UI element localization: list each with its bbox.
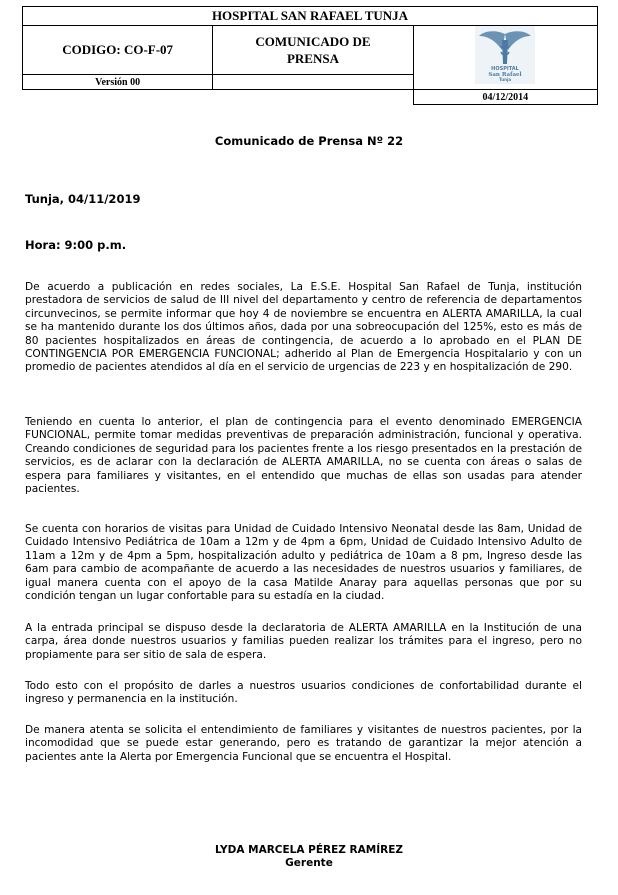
- paragraph-3: Se cuenta con horarios de visitas para Unidad de Cuidado Intensivo Neonatal desde las 8am, Unidad de Cuidado Intensivo Pediátrica de 10am a 12m y de 4pm a 6pm, Unidad de Cuidado Intensivo Adulto de 11am a 12m y de 4pm a 5pm, hospitalización adulto y pediátrica de 10am a 8 pm, Ingreso desde las 6am para cambio de acompañante de acuerdo a las necesidades de nuestros usuarios y familiares, de igual manera cuenta con el apoyo de la casa Matilde Anaray para aquellas personas que por su condición tengan un lugar confortable para su estadía en la ciudad.: [25, 523, 582, 603]
- header-empty-cell: [213, 75, 413, 90]
- header-code: CODIGO: CO-F-07: [23, 26, 213, 75]
- paragraph-4: A la entrada principal se dispuso desde la declaratoria de ALERTA AMARILLA en la Institución de una carpa, área donde nuestros usuarios y familias pueden realizar los trámites para el ingreso, pero no propiamente para ser sitio de sala de espera.: [25, 622, 582, 661]
- logo-text-line2: San Rafael: [488, 72, 522, 78]
- paragraph-6: De manera atenta se solicita el entendimiento de familiares y visitantes de nuestros pacientes, por la incomodidad que se puede estar generando, pero es tratando de garantizar la mejor atención a pacientes ante la Alerta por Emergencia Funcional que se encuentra el Hospital.: [25, 724, 582, 763]
- paragraph-1: De acuerdo a publicación en redes sociales, La E.S.E. Hospital San Rafael de Tunja, institución prestadora de servicios de salud de III nivel del departamento y centro de referencia de departamentos circunvecinos, se permite informar que hoy 4 de noviembre se encuentra en ALERTA AMARILLA, la cual se ha mantenido durante los dos últimos años, dada por una sobreocupación del 125%, esto es más de 80 pacientes hospitalizados en áreas de contingencia, de acuerdo a lo aprobado en el PLAN DE CONTINGENCIA POR EMERGENCIA FUNCIONAL; adherido al Plan de Emergencia Hospitalario y con un promedio de pacientes atendidos al día en el servicio de urgencias de 223 y en hospitalización de 290.: [25, 281, 582, 374]
- paragraph-2: Teniendo en cuenta lo anterior, el plan de contingencia para el evento denominado EMERGENCIA FUNCIONAL, permite tomar medidas preventivas de preparación administración, funcional y operativa. Creando condiciones de seguridad para los pacientes frente a los riesgo presentados en la prestación de servicios, es de aclarar con la declaración de ALERTA AMARILLA, no se cuenta con áreas o salas de espera para familiares y visitantes, en el entendido que muchas de ellas son usadas para atender pacientes.: [25, 416, 582, 496]
- header-date: 04/12/2014: [413, 90, 597, 105]
- header-doc-type: [213, 26, 413, 75]
- signature-name: LYDA MARCELA PÉREZ RAMÍREZ: [214, 844, 403, 856]
- release-time: Hora: 9:00 p.m.: [25, 238, 127, 252]
- logo-text-line3: Tunja: [499, 77, 512, 82]
- header-institution: HOSPITAL SAN RAFAEL TUNJA: [23, 7, 598, 26]
- logo-text-line1: HOSPITAL: [491, 66, 520, 72]
- header-version: Versión 00: [23, 75, 213, 90]
- place-date: Tunja, 04/11/2019: [25, 192, 141, 206]
- header-doc-type-line2: PRENSA: [286, 51, 339, 66]
- hospital-wings-logo-icon: [475, 26, 535, 84]
- document-header: [22, 6, 598, 105]
- header-logo-cell: [413, 26, 597, 90]
- press-release-title: Comunicado de Prensa Nº 22: [214, 134, 404, 148]
- header-doc-type-line1: COMUNICADO DE: [255, 34, 371, 49]
- signature-block: [25, 844, 593, 870]
- paragraph-5: Todo esto con el propósito de darles a nuestros usuarios condiciones de confortabilidad durante el ingreso y permanencia en la institución.: [25, 680, 582, 706]
- signature-role: Gerente: [285, 857, 333, 869]
- header-spacer: [23, 90, 414, 105]
